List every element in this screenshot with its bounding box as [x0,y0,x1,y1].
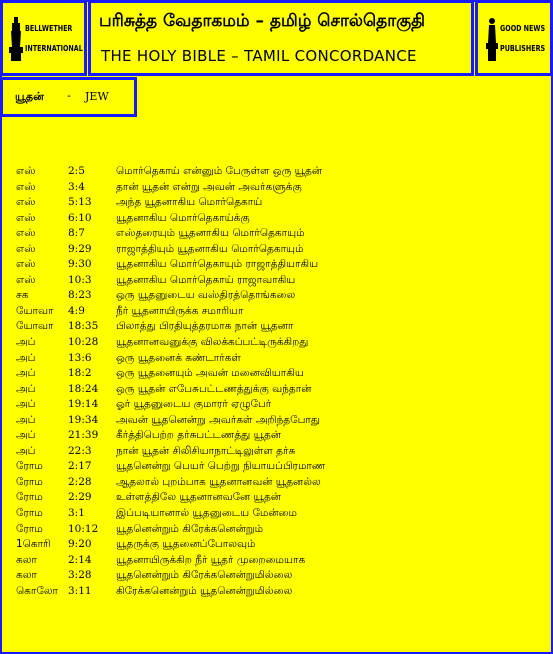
entry-reference: 3:4 [68,180,85,193]
headword-box [0,77,137,117]
entry-reference: 19:14 [68,398,99,411]
good-news-logo [475,0,553,76]
entry-book: எஸ் [16,196,36,209]
entry-text: யூதனாகிய மொர்தெகாய் ராஜாவாகிய [116,273,296,286]
logo-left-line1: BELLWETHER [25,24,73,33]
entry-reference: 9:20 [68,538,92,551]
entry-book: கலா [16,569,37,582]
concordance-entry [16,398,546,414]
entry-book: ரோம [16,507,43,520]
entry-book: எஸ் [16,227,36,240]
entry-text: யூதனாயிருக்கிற நீர் யூதர் முறைமையாக [116,553,306,566]
entry-book: அப் [16,398,36,411]
concordance-entry [16,507,546,523]
entry-text: நான் யூதன் சிலிசியாநாட்டிலுள்ள தர்சு [116,444,296,457]
entry-book: கொலோ [16,584,59,597]
entry-reference: 10:28 [68,336,99,349]
concordance-entry [16,227,546,243]
entry-book: எஸ் [16,242,36,255]
bellwether-logo [0,0,87,76]
entry-text: தான் யூதன் என்று அவன் அவர்களுக்கு [116,180,302,193]
entry-text: நீர் யூதனாயிருக்க சமாரியா [116,304,244,317]
entry-book: அப் [16,382,36,395]
entry-text: அந்த யூதனாகிய மொர்தெகாய் [116,196,263,209]
entry-book: எஸ் [16,258,36,271]
entry-text: உள்ளத்திலே யூதனானவனே யூதன் [116,491,281,504]
concordance-entry [16,554,546,570]
entry-text: யூதனென்றும் கிரேக்கனென்றும் [116,522,264,535]
entry-text: ராஜாத்தியும் யூதனாகிய மொர்தெகாயும் [116,242,304,255]
entry-reference: 5:13 [68,196,92,209]
entry-book: ரோம [16,522,43,535]
entry-book: அப் [16,444,36,457]
headword-english: JEW [85,90,109,103]
entry-text: ஒரு யூதனுடைய வஸ்திரத்தொங்கலை [116,289,296,302]
entry-reference: 2:5 [68,165,85,177]
entry-book: அப் [16,351,36,364]
entry-text: யூதனானவனுக்கு விலக்கப்பட்டிருக்கிறது [116,336,309,349]
concordance-entry [16,305,546,321]
concordance-entry [16,258,546,274]
entry-book: ரோம [16,491,43,504]
entry-reference: 8:23 [68,289,92,302]
headword-dash: - [67,89,71,102]
entry-book: எஸ் [16,165,36,177]
entry-text: யூதனென்றும் கிரேக்கனென்றுமில்லை [116,569,293,582]
entry-text: கீர்த்திபெற்ற தர்சுபட்டணத்து யூதன் [116,429,282,442]
entry-text: அவன் யூதனென்று அவர்கள் அறிந்தபோது [116,413,321,426]
concordance-entry [16,352,546,368]
entry-reference: 3:1 [68,507,85,520]
entry-book: ரோம [16,460,43,473]
entry-text: ஒரு யூதனையும் அவன் மனைவியாகிய [116,367,304,380]
concordance-entry [16,274,546,290]
entry-book: அப் [16,367,36,380]
entry-text: யூதனாகிய மொர்தெகாயும் ராஜாத்தியாகிய [116,258,319,271]
concordance-entry [16,538,546,554]
entry-book: யோவா [16,320,54,333]
entry-reference: 13:6 [68,351,92,364]
entry-text: இப்படியானால் யூதனுடைய மேன்மை [116,507,297,520]
entry-text: பிலாத்து பிரதியுத்தரமாக நான் யூதனா [116,320,294,333]
concordance-entry [16,367,546,383]
entry-book: யோவா [16,304,54,317]
entry-reference: 3:11 [68,584,92,597]
entry-text: ஓர் யூதனுடைய குமாரர் ஏழுபேர் [116,398,272,411]
concordance-entry [16,445,546,461]
entry-book: 1கொரி [16,538,51,551]
entry-reference: 6:10 [68,211,92,224]
entry-reference: 2:29 [68,491,92,504]
entry-reference: 10:3 [68,273,92,286]
concordance-entry [16,460,546,476]
concordance-entry [16,196,546,212]
entry-reference: 18:35 [68,320,99,333]
concordance-entry [16,414,546,430]
entry-text: யூதருக்கு யூதனைப்போலவும் [116,538,256,551]
statue-icon [486,17,498,61]
entry-reference: 10:12 [68,522,99,535]
entry-reference: 21:39 [68,429,99,442]
entry-text: ஒரு யூதன் எபேசுபட்டணத்துக்கு வந்தான் [116,382,312,395]
headword-tamil: யூதன் [15,90,44,103]
concordance-entry [16,429,546,445]
entry-reference: 2:28 [68,475,92,488]
concordance-entry [16,523,546,539]
concordance-entry [16,383,546,399]
entry-reference: 8:7 [68,227,85,240]
entry-reference: 22:3 [68,444,92,457]
entry-book: கலா [16,553,37,566]
entry-text: மொர்தெகாய் என்னும் பேருள்ள ஒரு யூதன் [116,165,323,177]
entry-reference: 18:24 [68,382,99,395]
entry-book: எஸ் [16,180,36,193]
title-header [88,0,474,76]
concordance-entry [16,212,546,228]
entry-reference: 19:34 [68,413,99,426]
logo-right-line2: PUBLISHERS [500,44,546,53]
entry-reference: 9:29 [68,242,92,255]
entry-book: அப் [16,429,36,442]
entry-reference: 2:17 [68,460,92,473]
concordance-entry [16,476,546,492]
entry-book: சக [16,289,29,302]
bell-tower-icon [9,17,23,61]
entry-text: யூதனென்று பெயர் பெற்று நியாயப்பிரமாண [116,460,326,473]
concordance-entry [16,181,546,197]
entry-book: அப் [16,336,36,349]
concordance-entry [16,243,546,259]
concordance-entry [16,165,546,181]
entry-reference: 4:9 [68,304,85,317]
entry-text: கிரேக்கனென்றும் யூதனென்றுமில்லை [116,584,293,597]
entry-text: ஆதலால் புறம்பாக யூதனானவன் யூதனல்ல [116,475,321,488]
logo-left-line2: INTERNATIONAL [25,44,83,53]
logo-right-line1: GOOD NEWS [500,24,546,33]
tamil-title: பரிசுத்த வேதாகமம் – தமிழ் சொல்தொகுதி [99,11,426,31]
concordance-entry [16,336,546,352]
entry-text: யூதனாகிய மொர்தெகாய்க்கு [116,211,250,224]
concordance-entry [16,289,546,305]
entry-reference: 2:14 [68,553,92,566]
entry-book: அப் [16,413,36,426]
concordance-entry [16,320,546,336]
entry-reference: 3:28 [68,569,92,582]
entry-text: எஸ்தரையும் யூதனாகிய மொர்தெகாயும் [116,227,305,240]
entry-reference: 18:2 [68,367,92,380]
entry-book: எஸ் [16,211,36,224]
concordance-entry [16,491,546,507]
entry-book: ரோம [16,475,43,488]
entry-reference: 9:30 [68,258,92,271]
entry-text: ஒரு யூதனைக் கண்டார்கள் [116,351,241,364]
concordance-entry [16,569,546,585]
entry-book: எஸ் [16,273,36,286]
english-title: THE HOLY BIBLE – TAMIL CONCORDANCE [101,47,417,65]
concordance-list [16,165,546,600]
concordance-entry [16,585,546,601]
